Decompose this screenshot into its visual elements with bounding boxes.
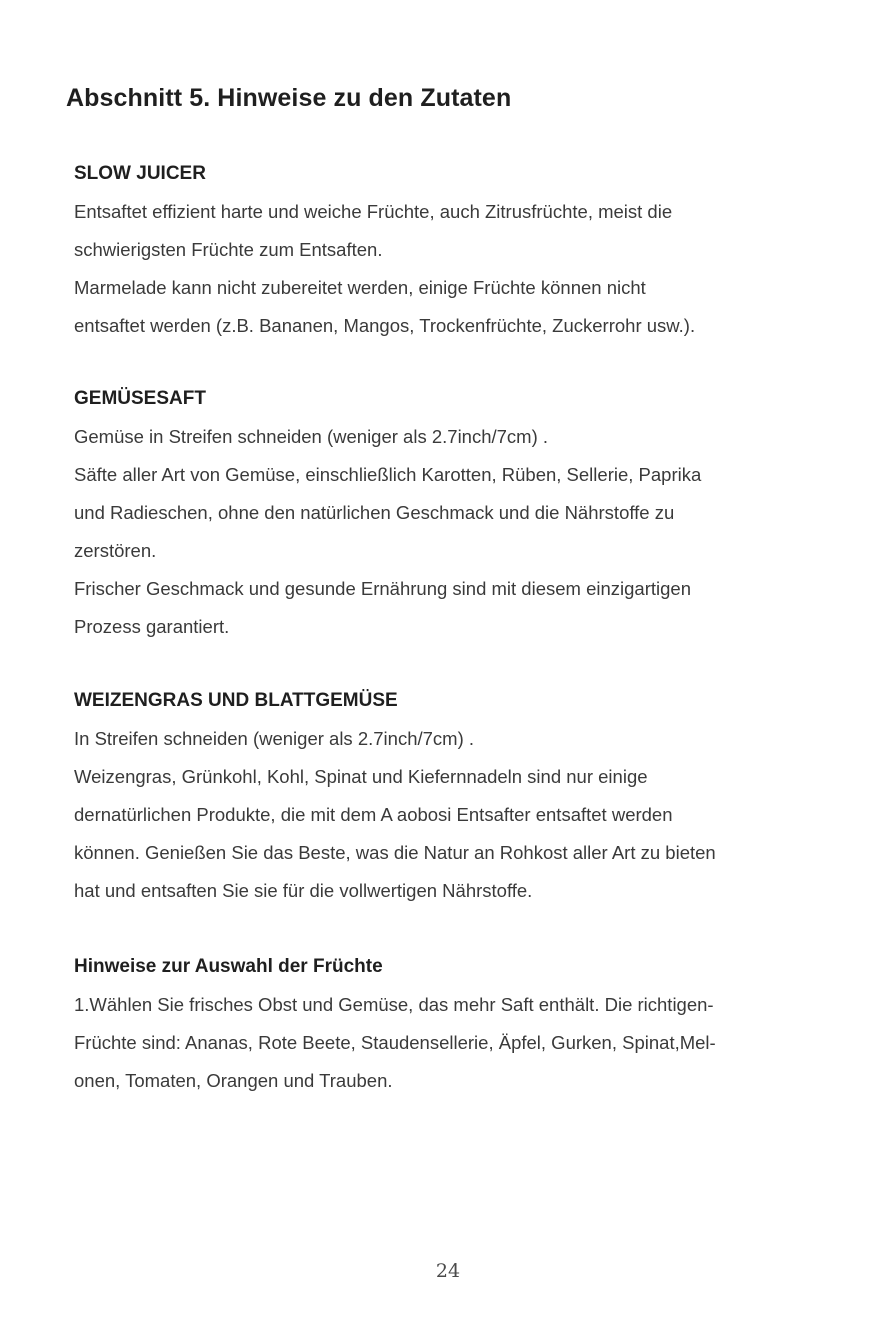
paragraph-line: entsaftet werden (z.B. Bananen, Mangos, Trockenfrüchte, Zuckerrohr usw.). <box>74 315 696 336</box>
section-heading: Hinweise zur Auswahl der Früchte <box>74 956 383 977</box>
paragraph-line: Frischer Geschmack und gesunde Ernährung sind mit diesem einzigartigen <box>74 578 691 599</box>
page-title: Abschnitt 5. Hinweise zu den Zutaten <box>66 84 512 112</box>
paragraph-line: Früchte sind: Ananas, Rote Beete, Staudensellerie, Äpfel, Gurken, Spinat,Mel- <box>74 1032 716 1053</box>
paragraph-line: können. Genießen Sie das Beste, was die Natur an Rohkost aller Art zu bieten <box>74 842 716 863</box>
section-weizengras <box>74 688 844 910</box>
section-slow-juicer <box>74 161 844 345</box>
paragraph-line: 1.Wählen Sie frisches Obst und Gemüse, das mehr Saft enthält. Die richtigen- <box>74 994 714 1015</box>
paragraph-line: Entsaftet effizient harte und weiche Früchte, auch Zitrusfrüchte, meist die <box>74 201 673 222</box>
paragraph-line: In Streifen schneiden (weniger als 2.7inch/7cm) . <box>74 728 475 749</box>
section-heading: GEMÜSESAFT <box>74 388 206 409</box>
paragraph-line: schwierigsten Früchte zum Entsaften. <box>74 239 383 260</box>
paragraph-line: und Radieschen, ohne den natürlichen Geschmack und die Nährstoffe zu <box>74 502 675 523</box>
paragraph-line: dernatürlichen Produkte, die mit dem A aobosi Entsafter entsaftet werden <box>74 804 673 825</box>
section-gemuesesaft <box>74 386 844 646</box>
paragraph-line: Marmelade kann nicht zubereitet werden, einige Früchte können nicht <box>74 277 646 298</box>
paragraph-line: Prozess garantiert. <box>74 616 230 637</box>
paragraph-line: Säfte aller Art von Gemüse, einschließlich Karotten, Rüben, Sellerie, Paprika <box>74 464 702 485</box>
paragraph-line: hat und entsaften Sie sie für die vollwertigen Nährstoffe. <box>74 880 533 901</box>
paragraph-line: Weizengras, Grünkohl, Kohl, Spinat und Kiefernnadeln sind nur einige <box>74 766 648 787</box>
section-fruit-selection <box>74 954 844 1100</box>
section-heading: SLOW JUICER <box>74 163 206 184</box>
section-heading: WEIZENGRAS UND BLATTGEMÜSE <box>74 690 398 711</box>
paragraph-line: onen, Tomaten, Orangen und Trauben. <box>74 1070 393 1091</box>
page-number: 24 <box>435 1260 461 1282</box>
paragraph-line: Gemüse in Streifen schneiden (weniger als 2.7inch/7cm) . <box>74 426 549 447</box>
paragraph-line: zerstören. <box>74 540 157 561</box>
